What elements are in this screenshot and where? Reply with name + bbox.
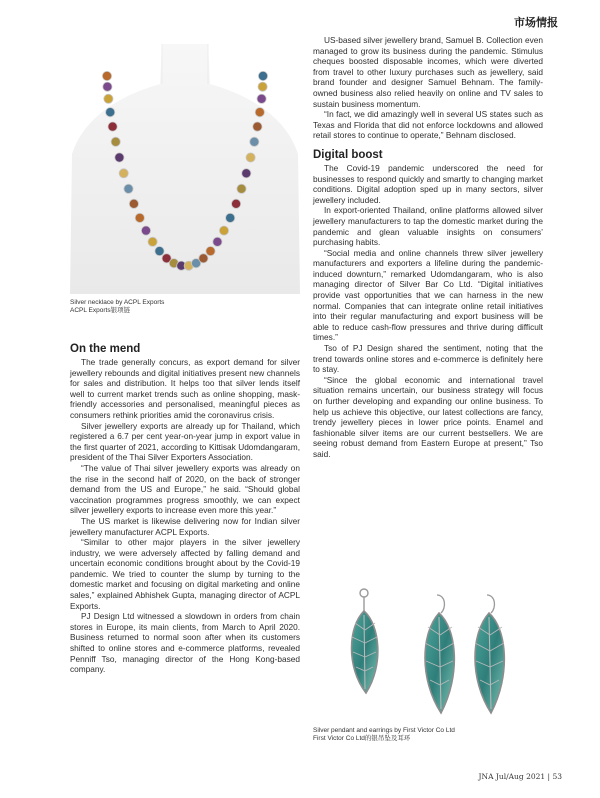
necklace-bead [102, 71, 111, 80]
necklace-photo [70, 44, 300, 294]
paragraph: “The value of Thai silver jewellery exports was already on the rise in the second half of 2020, on the back of stronger demand from the US and Europe,” he said. “Should global vaccination programmes progress smoothly, we can expect silver jewellery exports to increase even more this year.” [70, 462, 300, 516]
paragraph: “In fact, we did amazingly well in several US states such as Texas and Florida that did not enforce lockdowns and allowed retail stores to continue to operate,” Behnam disclosed. [313, 109, 543, 141]
necklace-bead [250, 137, 259, 146]
necklace-bead [219, 226, 228, 235]
necklace-bead [111, 137, 120, 146]
necklace-bead [253, 122, 262, 131]
earring-right [475, 595, 504, 713]
necklace-bead [141, 226, 150, 235]
necklace-bead [199, 254, 208, 263]
pendant-caption [313, 727, 455, 743]
necklace-bead [258, 71, 267, 80]
paragraph: “Since the global economic and international travel situation remains uncertain, our business strategy will focus on further developing and expanding our online business. To help us achieve this objective, our latest collections are fancy, trendy jewellery pieces in lower price points. Enamel and fashionable silver items are our current bestsellers. We are seeing robust demand from Eastern Europe at present,” Tso said. [313, 374, 543, 459]
right-column [313, 35, 543, 460]
left-column [70, 343, 300, 675]
necklace-bead [206, 247, 215, 256]
necklace-bead [226, 213, 235, 222]
necklace-caption-en: Silver necklace by ACPL Exports [70, 299, 165, 306]
page-footer: JNA Jul/Aug 2021 | 53 [478, 772, 562, 781]
necklace-bead [257, 94, 266, 103]
necklace-bead [255, 108, 264, 117]
necklace-bead [115, 153, 124, 162]
necklace-bead [213, 237, 222, 246]
necklace-bead [258, 82, 267, 91]
necklace-caption-cn: ACPL Exports银项链 [70, 307, 131, 314]
necklace-bead [104, 94, 113, 103]
heading-on-the-mend: On the mend [70, 343, 141, 355]
necklace-bead [106, 108, 115, 117]
paragraph: Tso of PJ Design shared the sentiment, noting that the trend towards online stores and e-commerce is definitely here to stay. [313, 343, 543, 375]
necklace-bead [135, 213, 144, 222]
pendant-earrings-photo [313, 585, 543, 725]
paragraph: The Covid-19 pandemic underscored the need for businesses to respond quickly and smartly to changing market conditions. Digital adoption sped up in many sectors, silver jewellery included. [313, 162, 543, 205]
paragraph: The trade generally concurs, as export demand for silver jewellery rebounds and digital initiatives present new channels for sales and distribution. It helps too that silver lends itself well to current market trends such as online shopping, mask-friendly accessories and personalised, meaningful pieces as consumers rethink priorities amid the coronavirus crisis. [70, 357, 300, 420]
necklace-bead [242, 169, 251, 178]
paragraph: US-based silver jewellery brand, Samuel B. Collection even managed to grow its business during the pandemic. Stimulus cheques boosted disposable incomes, which were diverted from travel to other luxury purchases such as jewellery, said brand founder and designer Samuel Behnam. The family-owned business also relied heavily on online and TV sales to sustain business momentum. [313, 35, 543, 109]
pendant-caption-cn: First Victor Co Ltd的银吊坠及耳环 [313, 735, 411, 742]
necklace-bead [124, 184, 133, 193]
paragraph: PJ Design Ltd witnessed a slowdown in orders from chain stores in Europe, its main clients, from March to April 2020. Business returned to normal soon after when its customers shifted to online stores and e-commerce platforms, revealed Penniff Tso, managing director of the Hong Kong-based company. [70, 611, 300, 675]
paragraph: “Similar to other major players in the silver jewellery industry, we were adversely affected by falling demand and uncertain economic conditions brought about by the Covid-19 pandemic. We tried to counter the slump by turning to the domestic market and focusing on digital marketing and online sales,” explained Abhishek Gupta, managing director of ACPL Exports. [70, 537, 300, 611]
necklace-bead [232, 199, 241, 208]
necklace-bead [108, 122, 117, 131]
earring-left [425, 595, 454, 713]
pendant [352, 589, 378, 693]
paragraph: The US market is likewise delivering now for Indian silver jewellery manufacturer ACPL Exports. [70, 515, 300, 537]
necklace-bead [237, 184, 246, 193]
necklace-bead [103, 82, 112, 91]
necklace-bead [129, 199, 138, 208]
necklace-bead [119, 169, 128, 178]
paragraph: In export-oriented Thailand, online platforms allowed silver jewellery manufacturers to tap the domestic market during the pandemic and glean valuable insights on consumers’ purchasing habits. [313, 205, 543, 248]
section-label: 市场情报 [514, 16, 558, 29]
paragraph: “Social media and online channels threw silver jewellery manufacturers and exporters a lifeline during the pandemic-induced downturn,” remarked Udomdangaram, who is also managing director of Silver Bar Co Ltd. “Digital initiatives provide vast opportunities that we can harness in the new normal. Companies that can integrate online retail initiatives into their regular manufacturing and export business will be able to reduce cash-flow pressures and thrive during difficult times.” [313, 247, 543, 343]
necklace-bead [155, 247, 164, 256]
paragraph: Silver jewellery exports are already up for Thailand, which registered a 6.7 per cent year-on-year jump in export value in the first quarter of 2021, according to Kittisak Udomdangaram, president of the Thai Silver Exporters Association. [70, 420, 300, 463]
heading-digital-boost: Digital boost [313, 148, 383, 161]
necklace-caption [70, 299, 164, 315]
necklace-bead [148, 237, 157, 246]
pendant-caption-en: Silver pendant and earrings by First Victor Co Ltd [313, 727, 455, 734]
necklace-bead [246, 153, 255, 162]
